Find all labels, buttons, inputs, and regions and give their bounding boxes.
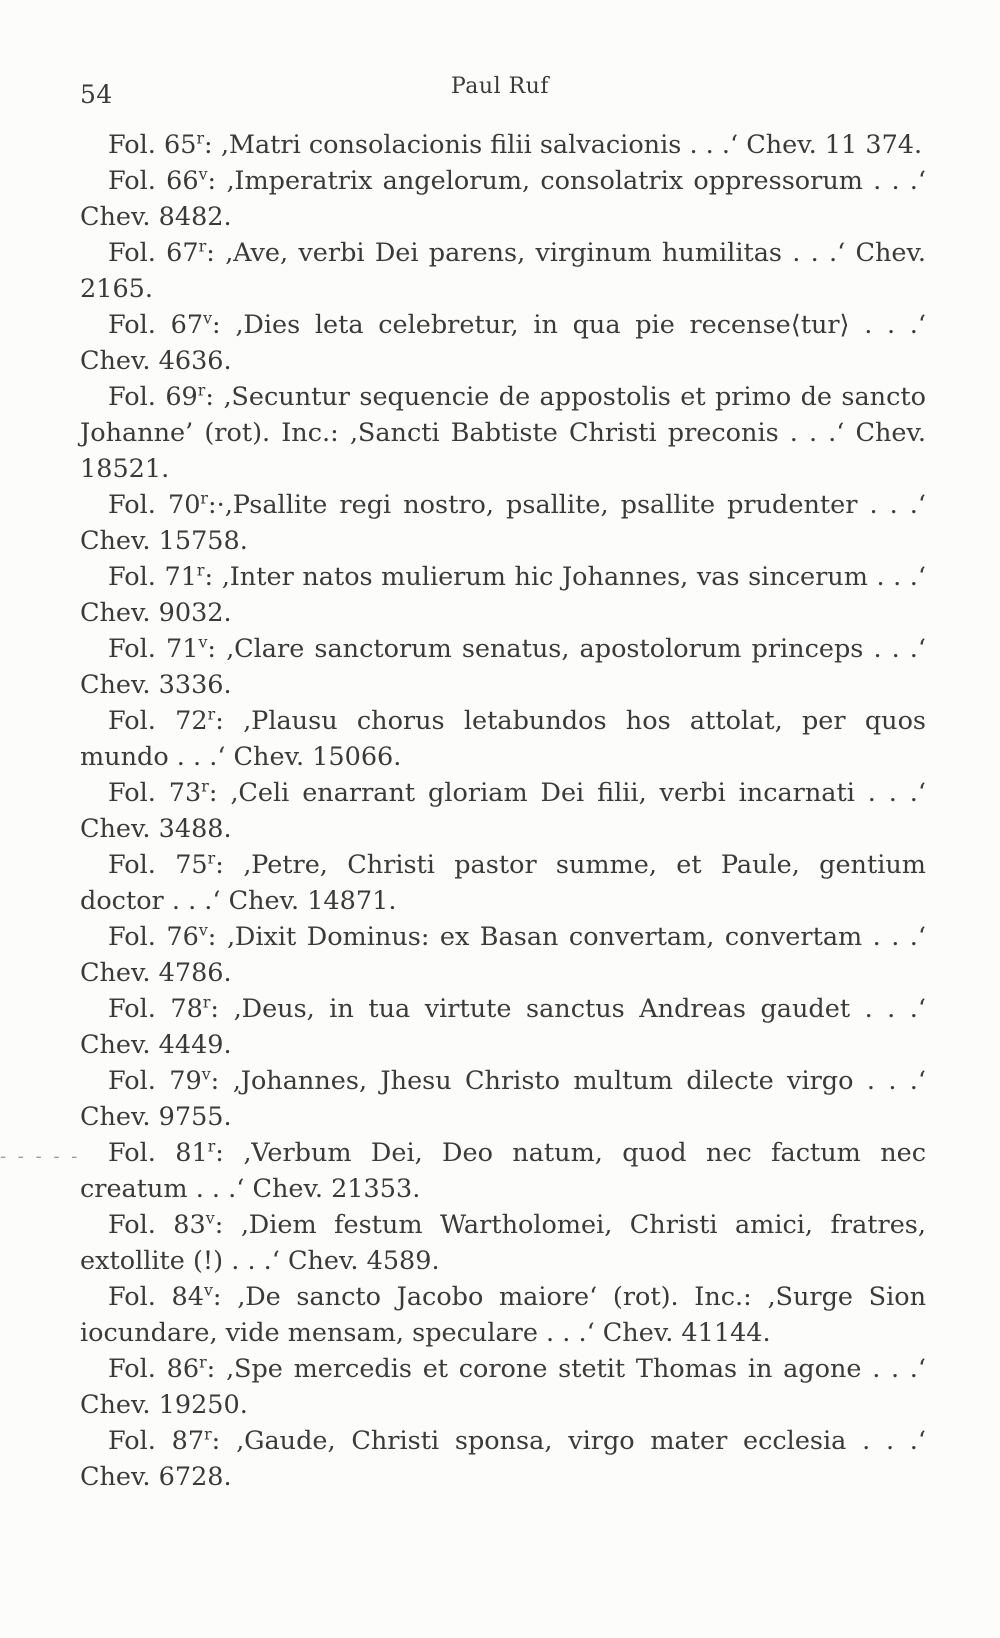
folio-entry: Fol. 66$^v$: ‚Imperatrix angelorum, consolatrix oppressorum . . .‘ Chev. 8482. xyxy=(80,164,927,232)
folio-entry: Fol. 75$^r$: ‚Petre, Christi pastor summe, et Paule, gentium doctor . . .‘ Chev. 14871. xyxy=(80,848,926,916)
folio-entry: Fol. $70^r:\cdot‚Psallite$ regi nostro, psallite, psallite prudenter . . .‘ Chev. 15758. xyxy=(80,488,926,556)
folio-entry: Fol. 81$^r$: ‚Verbum Dei, Deo natum, quod nec factum nec creatum . . .‘ Chev. 21353. xyxy=(80,1136,926,1204)
folio-entry: Fol. 86$^r$: ‚Spe mercedis et corone stetit Thomas in agone . . .‘ Chev. 19250. xyxy=(80,1352,927,1420)
folio-entry: Fol. 72$^r$: ‚Plausu chorus letabundos hos attolat, per quos mundo . . .‘ Chev. 15066. xyxy=(80,704,927,772)
marginal-dash-mark: - - - - - xyxy=(0,1146,81,1167)
folio-entry: Fol. 83$^v$: ‚Diem festum Wartholomei, Christi amici, fratres, extollite (!) . . .‘ Chev. 4589. xyxy=(80,1208,926,1276)
folio-entry: Fol. 79$^v$: ‚Johannes, Jhesu Christo multum dilecte virgo . . .‘ Chev. 9755. xyxy=(80,1064,926,1132)
folio-entry: Fol. 76$^v$: ‚Dixit Dominus: ex Basan convertam, convertam . . .‘ Chev. 4786. xyxy=(80,920,927,988)
folio-entry: Fol. 84$^v$: ‚De sancto Jacobo maiore‘ (rot). Inc.: ‚Surge Sion iocundare, vide mensam, speculare . . .‘ Chev. 41144. xyxy=(80,1280,926,1348)
folio-entry: Fol. 67$^v$: ‚Dies leta celebretur, in qua pie recense⟨tur⟩ . . .‘ Chev. 4636. xyxy=(80,308,926,376)
folio-entry: Fol. 71$^r$: ‚Inter natos mulierum hic Johannes, vas sincerum . . .‘ Chev. 9032. xyxy=(80,560,926,628)
running-head: Paul Ruf xyxy=(450,74,549,99)
page-number: 54 xyxy=(80,80,113,109)
page-header xyxy=(0,70,1000,110)
folio-entry: Fol. 87$^r$: ‚Gaude, Christi sponsa, virgo mater ecclesia . . .‘ Chev. 6728. xyxy=(80,1424,926,1492)
folio-entry: Fol. 73$^r$: ‚Celi enarrant gloriam Dei filii, verbi incarnati . . .‘ Chev. 3488. xyxy=(80,776,926,844)
folio-entry-list xyxy=(80,127,926,1495)
folio-entry: Fol. 69$^r$: ‚Secuntur sequencie de appostolis et primo de sancto Johanne’ (rot). Inc.: ‚Sancti Babtiste Christi preconis . . .‘ Chev. 18521. xyxy=(80,380,926,484)
folio-entry: Fol. 67$^r$: ‚Ave, verbi Dei parens, virginum humilitas . . .‘ Chev. 2165. xyxy=(80,236,926,304)
folio-entry: Fol. 71$^v$: ‚Clare sanctorum senatus, apostolorum princeps . . .‘ Chev. 3336. xyxy=(80,632,927,700)
folio-entry: Fol. 78$^r$: ‚Deus, in tua virtute sanctus Andreas gaudet . . .‘ Chev. 4449. xyxy=(80,992,926,1060)
folio-entry: Fol. 65$^r$: ‚Matri consolacionis filii salvacionis . . .‘ Chev. 11 374. xyxy=(108,128,923,160)
